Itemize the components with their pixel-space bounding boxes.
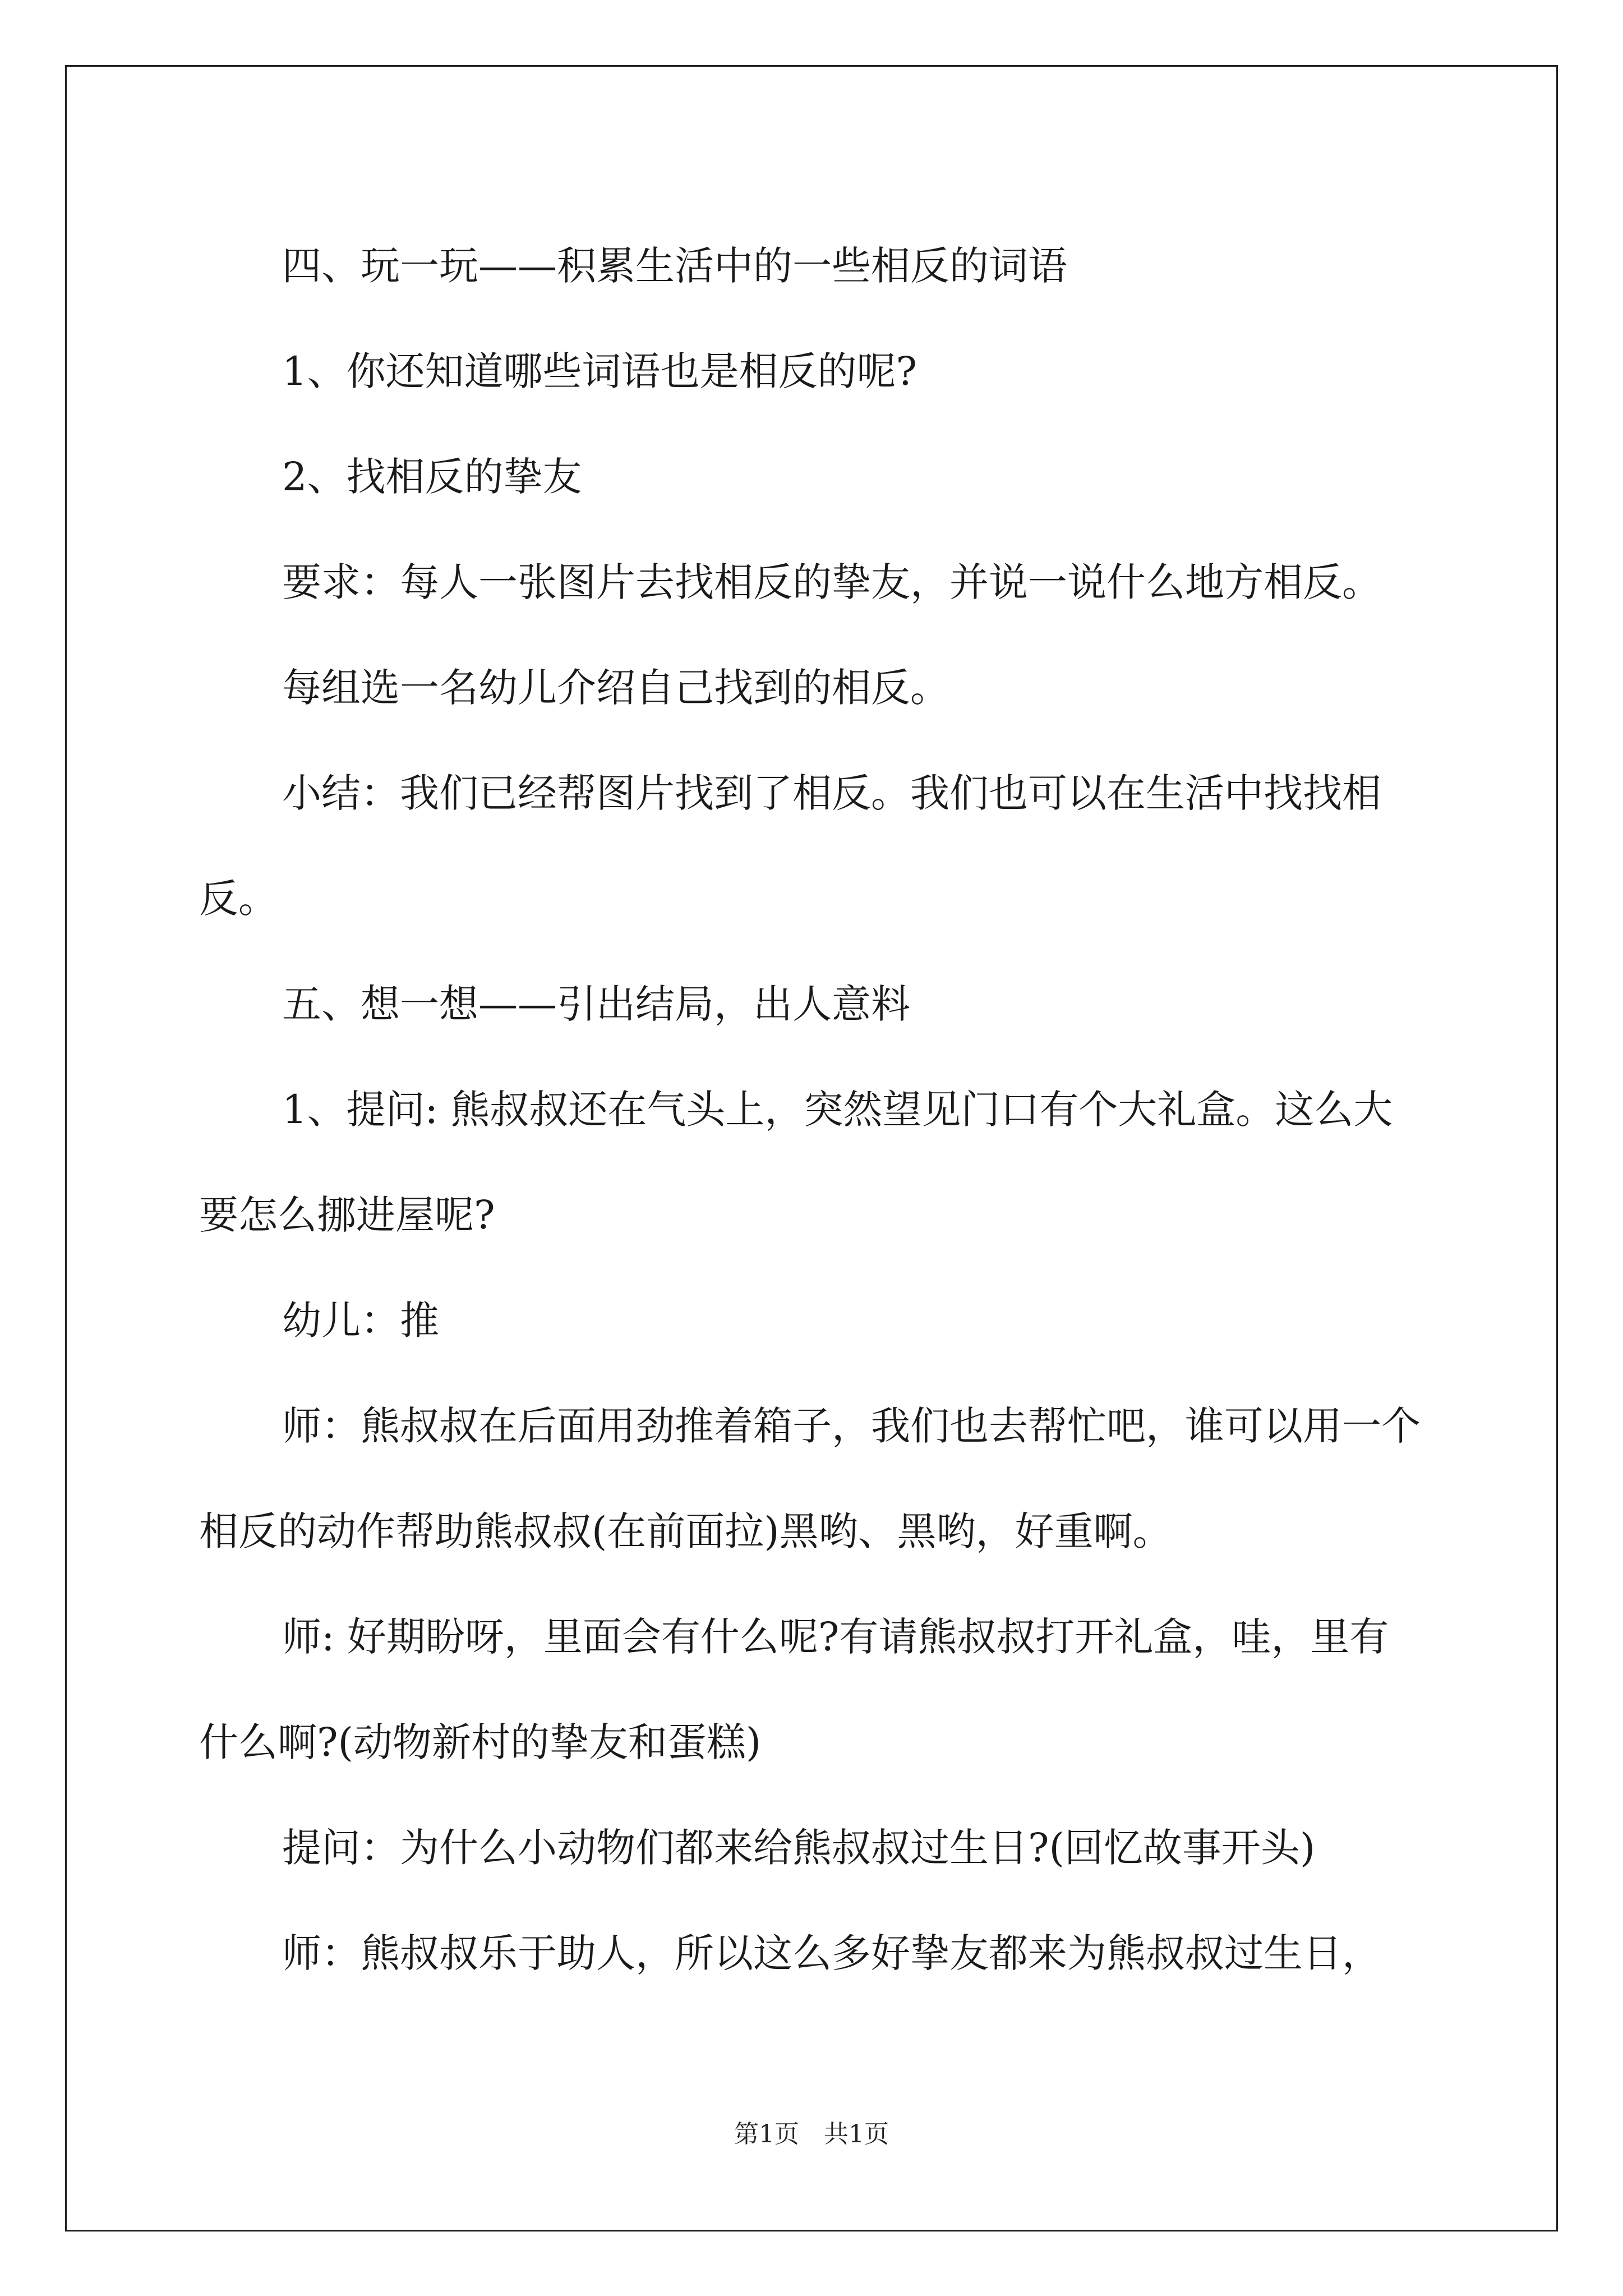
- paragraph: 每组选一名幼儿介绍自己找到的相反。: [282, 665, 949, 711]
- paragraph: 要求：每人一张图片去找相反的挚友，并说一说什么地方相反。: [282, 559, 1381, 605]
- paragraph: 2、找相反的挚友: [282, 454, 582, 500]
- paragraph: 小结：我们已经帮图片找到了相反。我们也可以在生活中找找相反。: [199, 770, 1381, 922]
- paragraph: 四、玩一玩——积累生活中的一些相反的词语: [282, 243, 1067, 289]
- paragraph: 幼儿：推: [282, 1297, 439, 1343]
- paragraph: 五、想一想——引出结局，出人意料: [282, 981, 910, 1027]
- paragraph: 师: 好期盼呀，里面会有什么呢?有请熊叔叔打开礼盒，哇，里有什么啊?(动物新村的挚友和蛋糕): [199, 1614, 1389, 1765]
- paragraph: 1、你还知道哪些词语也是相反的呢?: [282, 348, 917, 394]
- paragraph: 1、提问: 熊叔叔还在气头上，突然望见门口有个大礼盒。这么大要怎么挪进屋呢?: [199, 1087, 1393, 1238]
- document-body: [199, 213, 1427, 2006]
- paragraph: 提问：为什么小动物们都来给熊叔叔过生日?(回忆故事开头): [282, 1825, 1316, 1871]
- paragraph: 师：熊叔叔乐于助人，所以这么多好挚友都来为熊叔叔过生日，: [282, 1930, 1381, 1976]
- page-footer: 第1页 共1页: [734, 2120, 889, 2148]
- paragraph: 师：熊叔叔在后面用劲推着箱子，我们也去帮忙吧，谁可以用一个相反的动作帮助熊叔叔(在前面拉)黑哟、黑哟，好重啊。: [199, 1403, 1421, 1554]
